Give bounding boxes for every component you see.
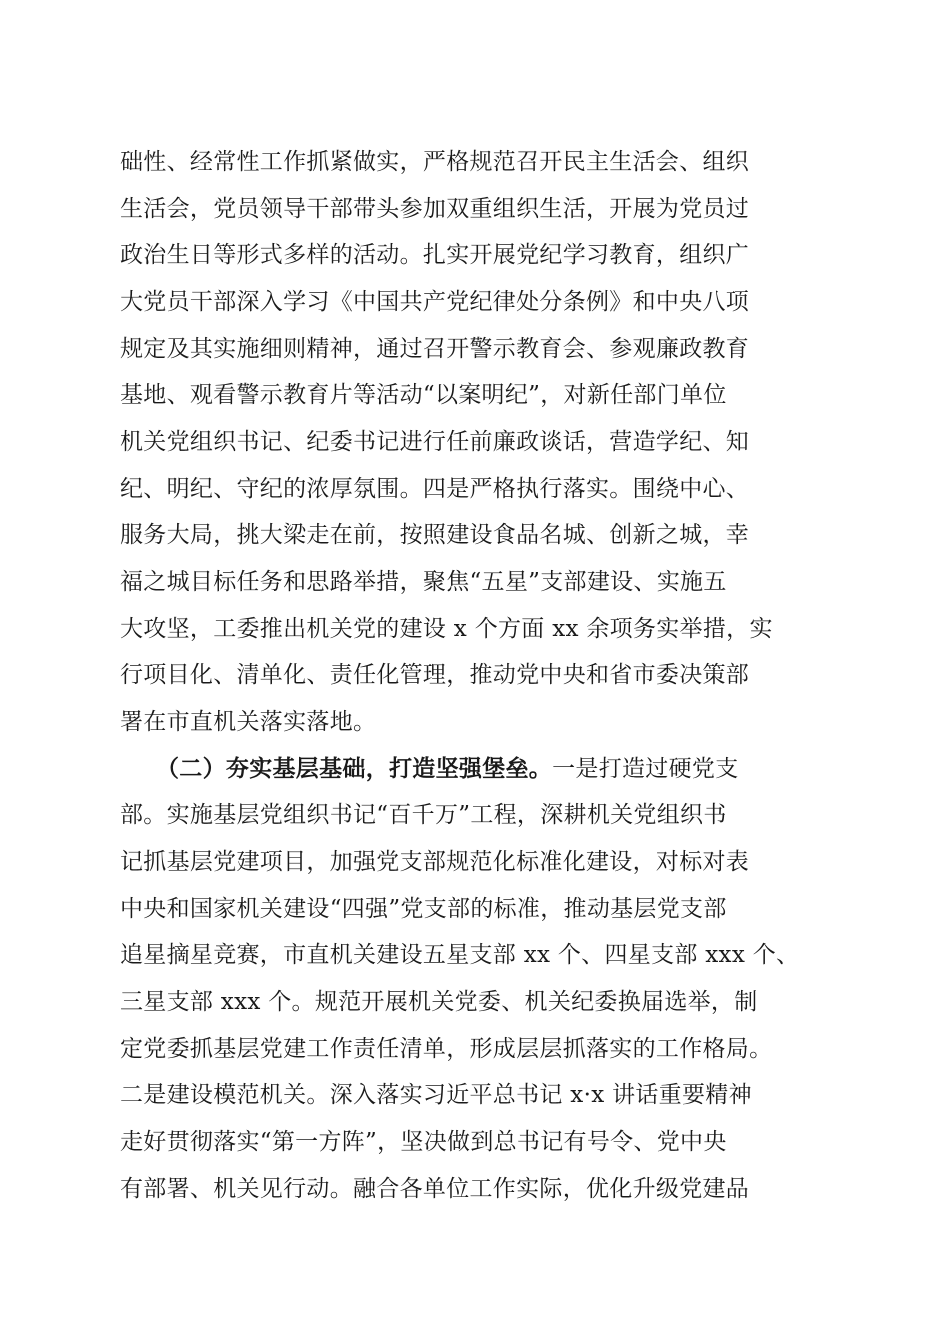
text-line: 机关党组织书记、纪委书记进行任前廉政谈话，营造学纪、知	[120, 429, 750, 455]
section-heading-rest: 一是打造过硬党支	[552, 756, 739, 782]
section-heading: （二）夯实基层基础，打造坚强堡垒。	[156, 755, 553, 782]
text-line: 二是建设模范机关。深入落实习近平总书记 x·x 讲话重要精神	[120, 1082, 752, 1108]
text-line: 走好贯彻落实“第一方阵”，坚决做到总书记有号令、党中央	[120, 1129, 727, 1155]
text-line: 福之城目标任务和思路举措，聚焦“五星”支部建设、实施五	[120, 569, 727, 595]
text-line: 部。实施基层党组织书记“百千万”工程，深耕机关党组织书	[120, 802, 727, 828]
text-line: 有部署、机关见行动。融合各单位工作实际，优化升级党建品	[120, 1176, 750, 1202]
text-line: 记抓基层党建项目，加强党支部规范化标准化建设，对标对表	[120, 849, 750, 875]
text-line: 追星摘星竞赛，市直机关建设五星支部 xx 个、四星支部 xxx 个、	[120, 942, 800, 968]
text-line: 行项目化、清单化、责任化管理，推动党中央和省市委决策部	[120, 662, 750, 688]
text-line: 基地、观看警示教育片等活动“以案明纪”，对新任部门单位	[120, 382, 727, 408]
text-line: 三星支部 xxx 个。规范开展机关党委、机关纪委换届选举，制	[120, 989, 758, 1015]
text-line: 政治生日等形式多样的活动。扎实开展党纪学习教育，组织广	[120, 242, 750, 268]
text-line: 中央和国家机关建设“四强”党支部的标准，推动基层党支部	[120, 896, 727, 922]
text-line: 规定及其实施细则精神，通过召开警示教育会、参观廉政教育	[120, 336, 750, 362]
text-line: 大攻坚，工委推出机关党的建设 x 个方面 xx 余项务实举措，实	[120, 616, 773, 642]
text-line: 础性、经常性工作抓紧做实，严格规范召开民主生活会、组织	[120, 149, 750, 175]
text-line: 生活会，党员领导干部带头参加双重组织生活，开展为党员过	[120, 196, 750, 222]
section-heading-line	[156, 754, 739, 784]
text-line: 定党委抓基层党建工作责任清单，形成层层抓落实的工作格局。	[120, 1036, 773, 1062]
text-line: 服务大局，挑大梁走在前，按照建设食品名城、创新之城，幸	[120, 522, 750, 548]
text-line: 署在市直机关落实落地。	[120, 709, 377, 735]
text-line: 大党员干部深入学习《中国共产党纪律处分条例》和中央八项	[120, 289, 750, 315]
text-line: 纪、明纪、守纪的浓厚氛围。四是严格执行落实。围绕中心、	[120, 476, 750, 502]
